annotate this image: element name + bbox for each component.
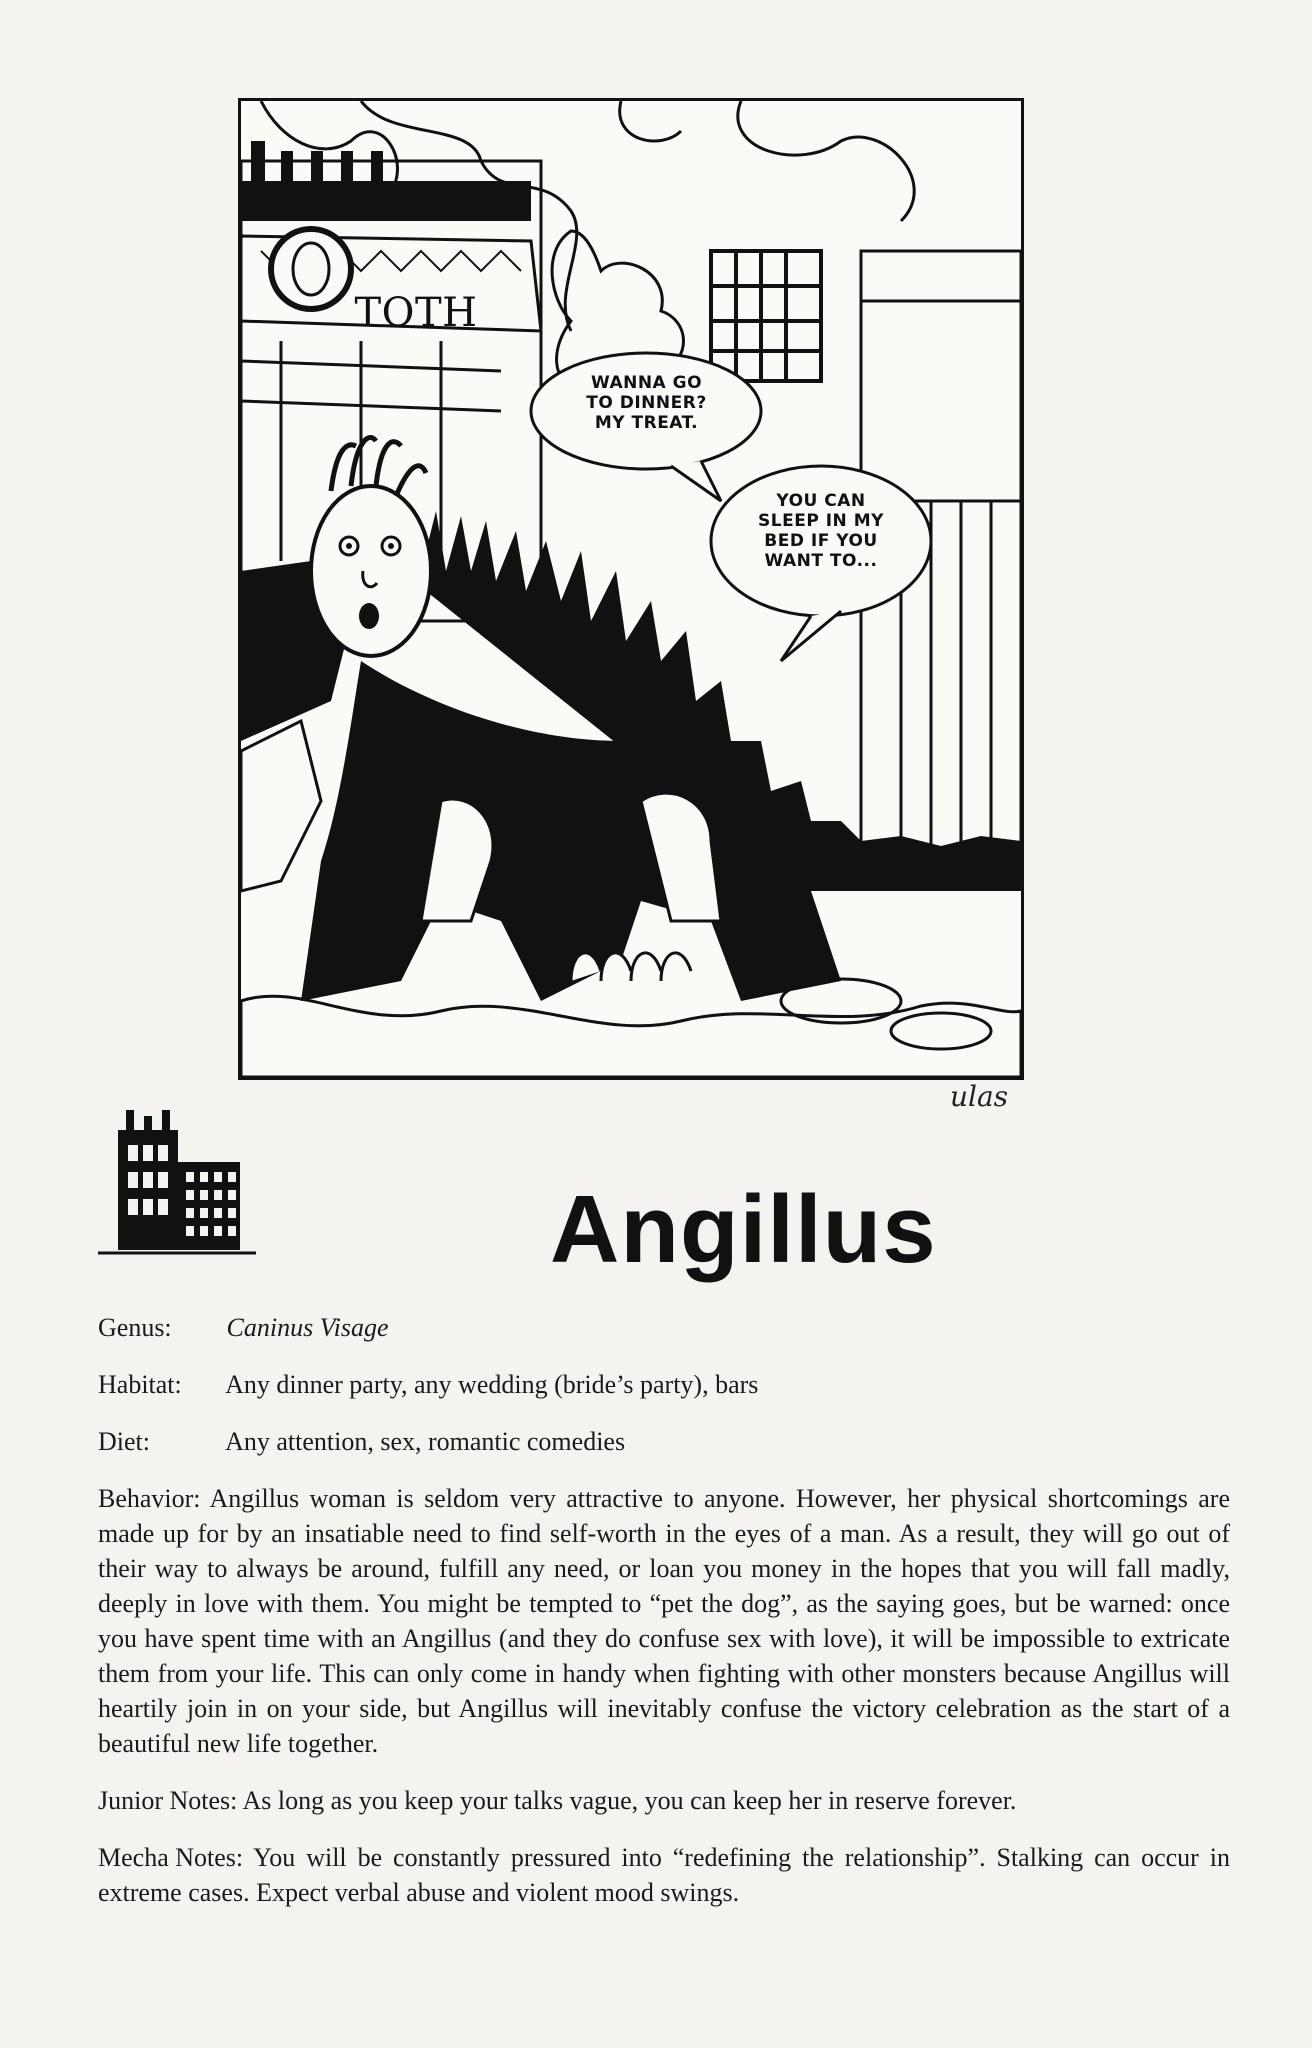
genus-label: Genus:: [98, 1313, 172, 1342]
bubble2-line2: SLEEP IN MY: [758, 511, 884, 531]
genus-row: [98, 1310, 1230, 1345]
habitat-row: [98, 1367, 1230, 1402]
bubble2-line1: YOU CAN: [776, 491, 866, 511]
artist-signature: ulas: [950, 1080, 1009, 1113]
mecha-notes-value: You will be constantly pressured into “redefining the relationship”. Stalking can occur in extreme cases. Expect verbal abuse and violent mood swings.: [98, 1843, 1230, 1907]
bubble1-line1: WANNA GO: [590, 373, 703, 393]
entry-text: [98, 1310, 1230, 1932]
diet-label: Diet:: [98, 1427, 150, 1456]
mecha-notes-row: [98, 1840, 1230, 1910]
diet-value: Any attention, sex, romantic comedies: [225, 1427, 626, 1456]
diet-row: [98, 1424, 1230, 1459]
genus-value: Caninus Visage: [226, 1313, 389, 1342]
junior-notes-value: As long as you keep your talks vague, you can keep her in reserve forever.: [242, 1786, 1017, 1815]
page-title: Angillus: [550, 1176, 937, 1283]
bubble2-line4: WANT TO...: [764, 551, 878, 571]
habitat-label: Habitat:: [98, 1370, 182, 1399]
habitat-value: Any dinner party, any wedding (bride’s party), bars: [225, 1370, 759, 1399]
behavior-value: Angillus woman is seldom very attractive to anyone. However, her physical shortcomings are made up for by an insatiable need to find self-worth in the eyes of a man. As a result, they will go out of their way to always be around, fulfill any need, or loan you money in the hopes that you will fall madly, deeply in love with them. You might be tempted to “pet the dog”, as the saying goes, but be warned: once you have spent time with an Angillus (and they do confuse sex with love), it will be impossible to extricate them from your life. This can only come in handy when fighting with other monsters because Angillus will heartily join in on your side, but Angillus will inevitably confuse the victory celebration as the start of a beautiful new life together.: [98, 1484, 1230, 1758]
speech-bubble-sleep: [741, 491, 901, 571]
comic-illustration: [241, 101, 1021, 1077]
behavior-label: Behavior:: [98, 1484, 201, 1513]
speech-bubble-dinner: [559, 373, 734, 433]
building-sign: TOTH: [354, 290, 478, 336]
comic-panel: [238, 98, 1024, 1080]
junior-notes-row: [98, 1783, 1230, 1818]
behavior-row: [98, 1481, 1230, 1761]
bubble2-line3: BED IF YOU: [764, 531, 878, 551]
bubble1-line3: MY TREAT.: [594, 413, 699, 433]
mecha-notes-label: Mecha Notes:: [98, 1843, 244, 1872]
city-buildings-icon: [98, 1110, 258, 1260]
junior-notes-label: Junior Notes:: [98, 1786, 238, 1815]
bubble1-line2: TO DINNER?: [586, 393, 707, 413]
